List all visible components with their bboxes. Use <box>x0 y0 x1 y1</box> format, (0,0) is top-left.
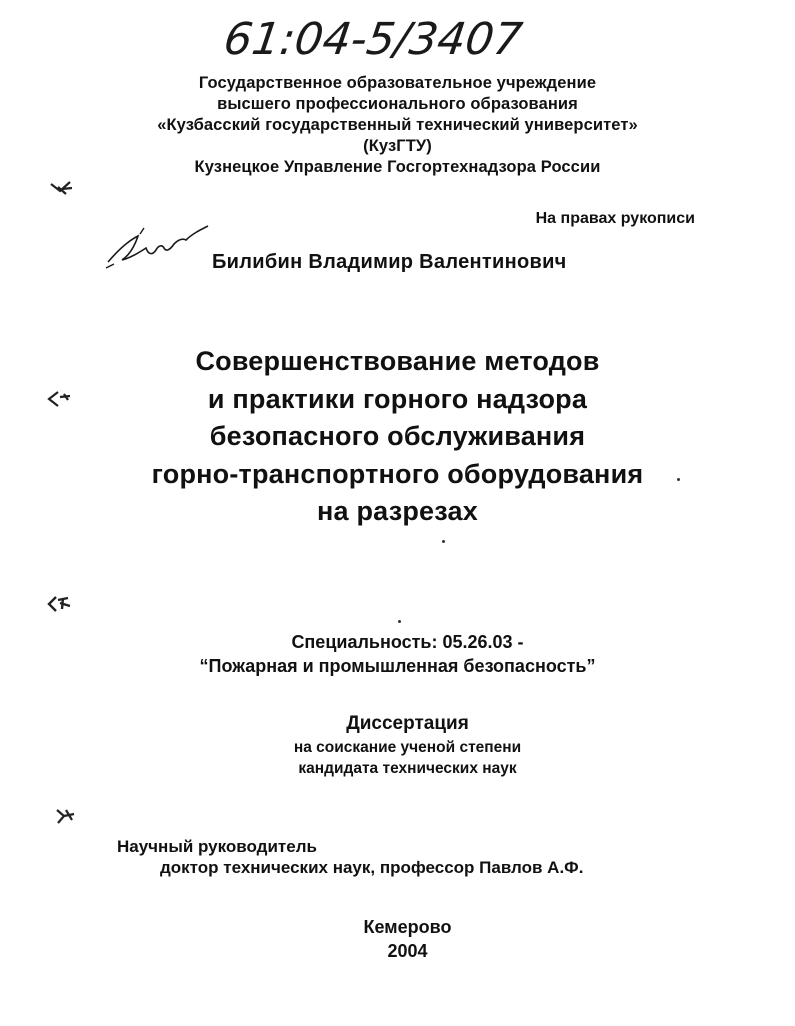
title-line-4: горно-транспортного оборудования <box>151 458 644 489</box>
title-line-2: и практики горного надзора <box>207 383 588 414</box>
city-year <box>0 915 795 963</box>
degree-line-2: кандидата технических наук <box>298 760 517 777</box>
specialty-name: “Пожарная и промышленная безопасность” <box>199 656 596 676</box>
title-line-5: на разрезах <box>317 496 478 526</box>
scan-speck <box>677 478 680 481</box>
author-signature <box>100 218 215 278</box>
scan-speck <box>442 540 445 543</box>
title-line-3: безопасного обслуживания <box>209 421 586 451</box>
institution-line-4: (КузГТУ) <box>363 137 432 155</box>
institution-line-3: «Кузбасский государственный технический университет» <box>157 116 638 134</box>
author-name: Билибин Владимир Валентинович <box>212 251 567 273</box>
degree-block <box>0 737 795 779</box>
dissertation-title <box>0 343 795 531</box>
institution-line-1: Государственное образовательное учреждение <box>198 74 597 92</box>
margin-mark-1 <box>48 176 78 198</box>
specialty-block <box>0 630 795 678</box>
rights-note: На правах рукописи <box>535 210 695 227</box>
institution-line-5: Кузнецкое Управление Госгортехнадзора России <box>194 158 601 176</box>
city: Кемерово <box>363 917 452 937</box>
specialty-label: Специальность: 05.26.03 - <box>291 632 524 652</box>
margin-mark-3 <box>46 592 76 614</box>
institution-header <box>0 73 795 178</box>
year: 2004 <box>387 941 428 961</box>
margin-mark-4 <box>54 804 84 826</box>
institution-line-2: высшего профессионального образования <box>217 95 578 113</box>
degree-line-1: на соискание ученой степени <box>293 739 522 756</box>
dissertation-heading: Диссертация <box>346 713 469 734</box>
supervisor-details: доктор технических наук, профессор Павлов А.Ф. <box>160 858 584 877</box>
scan-speck <box>398 620 401 623</box>
archive-number <box>225 6 525 66</box>
archive-number-text: 61:04-5/3407 <box>225 14 525 65</box>
supervisor-label: Научный руководитель <box>117 837 317 856</box>
title-line-1: Совершенствование методов <box>195 346 600 376</box>
